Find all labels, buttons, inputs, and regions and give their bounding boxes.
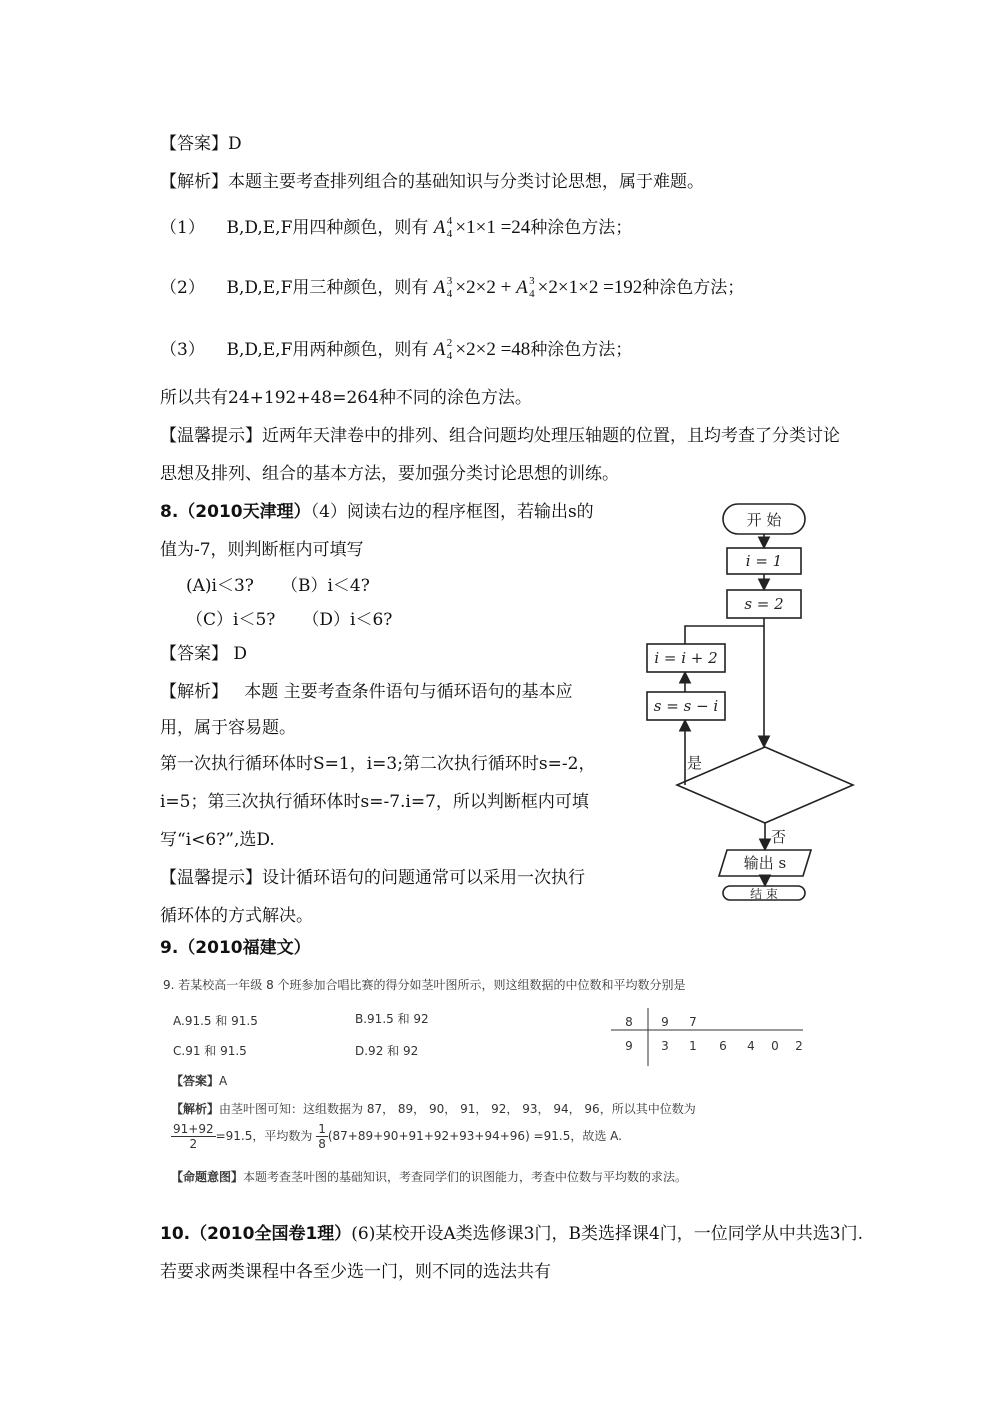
q9-stem: 9. 若某校高一年级 8 个班参加合唱比赛的得分如茎叶图所示，则这组数据的中位数和平均数分别是 — [163, 978, 686, 992]
case-2-tail: 种涂色方法； — [642, 278, 745, 298]
q8-answer — [160, 642, 247, 666]
q9-option-d: D.92 和 92 — [355, 1044, 419, 1058]
q10-text-2: 若要求两类课程中各至少选一门，则不同的选法共有 — [160, 1262, 551, 1282]
tip-label: 【温馨提示】 — [160, 426, 262, 446]
q10-source: （2010全国卷1理） — [190, 1224, 352, 1244]
flowchart-start-label: 开 始 — [746, 511, 782, 529]
leaf-value: 0 — [771, 1039, 779, 1053]
q8-analysis-4: i=5；第三次执行循环体时s=-7.i=7，所以判断框内可填 — [160, 792, 589, 812]
q9-scanned-problem — [163, 972, 823, 1192]
q9-option-b: B.91.5 和 92 — [355, 1012, 429, 1026]
q10-header — [160, 1222, 863, 1246]
q10-text-1: (6)某校开设A类选修课3门，B类选择课4门，一位同学从中共选3门. — [351, 1224, 863, 1244]
q9-option-a: A.91.5 和 91.5 — [173, 1014, 258, 1028]
flowchart — [595, 492, 860, 902]
q9-analysis-1 — [171, 1100, 696, 1117]
flowchart-output-label: 输出 s — [743, 854, 787, 872]
case-1-number: （1） — [160, 218, 205, 238]
q8-analysis-2: 用，属于容易题。 — [160, 718, 296, 738]
q8-analysis-text-1: 本题 主要考查条件语句与循环语句的基本应 — [244, 682, 573, 702]
q8-number: 8. — [160, 502, 179, 522]
case-2 — [160, 276, 744, 300]
case-3-formula: A 2 4 ×2×2 =48 — [433, 337, 531, 362]
flowchart-init-s-label: s = 2 — [744, 595, 784, 613]
q8-source: （2010天津理） — [178, 502, 311, 522]
q8-text-2: 值为-7，则判断框内可填写 — [160, 540, 364, 560]
leaf-value: 7 — [689, 1015, 697, 1029]
q8-tip-text-1: 设计循环语句的问题通常可以采用一次执行 — [262, 868, 585, 888]
q9-source: （2010福建文） — [178, 938, 311, 958]
flowchart-update-s-label: s = s − i — [653, 697, 719, 715]
answer-line-1 — [160, 132, 242, 156]
q8-answer-label: 【答案】 — [160, 644, 228, 664]
q9-answer-value: A — [219, 1074, 228, 1088]
q9-analysis-text-2a: =91.5，平均数为 — [215, 1129, 313, 1143]
tip-line-2: 思想及排列、组合的基本方法，要加强分类讨论思想的训练。 — [160, 464, 619, 484]
flowchart-condition-node — [677, 747, 853, 823]
q9-number: 9. — [160, 938, 179, 958]
q9-analysis-text-2b: (87+89+90+91+92+93+94+96) =91.5，故选 A. — [327, 1129, 622, 1143]
answer-value: D — [228, 134, 242, 154]
case-3 — [160, 338, 632, 362]
q9-intent-label: 【命题意图】 — [171, 1170, 244, 1184]
flowchart-update-i-label: i = i + 2 — [654, 649, 718, 667]
q9-intent-text: 本题考查茎叶图的基础知识，考查同学们的识图能力，考查中位数与平均数的求法。 — [243, 1170, 688, 1184]
q8-options-ab — [186, 574, 370, 598]
q8-option-a: (A)i＜3? — [186, 576, 254, 596]
case-3-text: B,D,E,F用两种颜色，则有 — [226, 340, 429, 360]
flowchart-yes-label: 是 — [687, 754, 703, 772]
q8-option-c: （C）i＜5? — [186, 610, 276, 630]
flowchart-init-i-label: i = 1 — [745, 552, 783, 570]
flowchart-no-label: 否 — [771, 828, 787, 846]
case-2-number: （2） — [160, 278, 205, 298]
q8-analysis-1 — [160, 680, 573, 704]
q8-tip-1 — [160, 866, 585, 890]
q9-analysis-label: 【解析】 — [171, 1102, 220, 1116]
q8-analysis-3: 第一次执行循环体时S=1，i=3;第二次执行循环时s=-2， — [160, 754, 596, 774]
q8-tip-label: 【温馨提示】 — [160, 868, 262, 888]
q8-analysis-label: 【解析】 — [160, 682, 228, 702]
case-1 — [160, 216, 632, 240]
case-3-tail: 种涂色方法； — [530, 340, 633, 360]
q8-options-cd — [186, 608, 392, 632]
summary-line: 所以共有24+192+48=264种不同的涂色方法。 — [160, 388, 532, 408]
q9-answer-label: 【答案】 — [171, 1074, 220, 1088]
leaf-value: 1 — [689, 1039, 697, 1053]
case-2-text: B,D,E,F用三种颜色，则有 — [226, 278, 429, 298]
mean-fraction: $\frac{1}{8}$ — [318, 1122, 326, 1151]
q9-answer — [171, 1072, 227, 1089]
case-3-number: （3） — [160, 340, 205, 360]
answer-label: 【答案】 — [160, 134, 228, 154]
leaf-value: 2 — [795, 1039, 803, 1053]
case-1-tail: 种涂色方法； — [530, 218, 633, 238]
case-1-formula: A 4 4 ×1×1 =24 — [433, 215, 531, 240]
stem-value: 9 — [625, 1039, 633, 1053]
q9-analysis-2 — [171, 1122, 622, 1151]
q8-analysis-5: 写“i<6?”,选D. — [160, 830, 275, 850]
flowchart-end-label: 结 束 — [750, 887, 778, 901]
q9-option-c: C.91 和 91.5 — [173, 1044, 247, 1058]
q8-answer-value: D — [233, 644, 248, 664]
q8-option-b: （B）i＜4? — [280, 576, 370, 596]
median-fraction: $\frac{91+92}{2}$ — [173, 1122, 214, 1151]
case-1-text: B,D,E,F用四种颜色，则有 — [226, 218, 429, 238]
q9-header — [160, 936, 311, 960]
leaf-value: 3 — [661, 1039, 669, 1053]
q10-number: 10. — [160, 1224, 191, 1244]
stem-leaf-plot — [603, 1008, 803, 1068]
analysis-line-1 — [160, 170, 704, 194]
q9-intent — [171, 1168, 687, 1185]
leaf-value: 6 — [719, 1039, 727, 1053]
q8-option-d: （D）i＜6? — [302, 610, 393, 630]
stem-value: 8 — [625, 1015, 633, 1029]
case-2-formula: A 3 4 ×2×2 + A 3 4 ×2×1×2 =192 — [433, 275, 643, 300]
analysis-text: 本题主要考查排列组合的基础知识与分类讨论思想，属于难题。 — [228, 172, 704, 192]
tip-text-1: 近两年天津卷中的排列、组合问题均处理压轴题的位置，且均考查了分类讨论 — [262, 426, 840, 446]
analysis-label: 【解析】 — [160, 172, 228, 192]
q9-analysis-text-1: 由茎叶图可知：这组数据为 87， 89， 90， 91， 92， 93， 94， 96，所以其中位数为 — [219, 1102, 696, 1116]
leaf-value: 9 — [661, 1015, 669, 1029]
leaf-value: 4 — [747, 1039, 755, 1053]
q8-header — [160, 500, 594, 524]
tip-line-1 — [160, 424, 840, 448]
q8-tip-2: 循环体的方式解决。 — [160, 906, 313, 926]
q8-text-1: （4）阅读右边的程序框图，若输出s的 — [310, 502, 594, 522]
